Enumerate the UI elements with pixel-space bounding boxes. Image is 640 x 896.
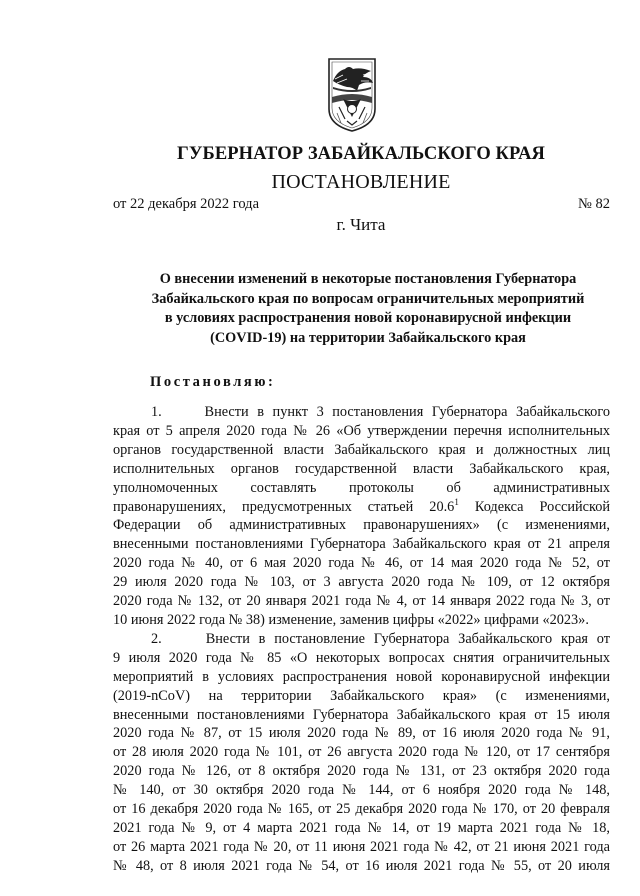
body-line: 2021 года № 9, от 4 марта 2021 года № 14, от 19 марта 2021 года № 18, [113, 819, 610, 836]
body-line: 2020 года № 126, от 8 октября 2020 года № 131, от 23 октября 2020 года [113, 763, 610, 780]
subject-line: Забайкальского края по вопросам ограничительных мероприятий [151, 290, 585, 307]
body-line: края от 5 апреля 2020 года № 26 «Об утверждении перечня исполнительных [113, 422, 610, 439]
body-text: правонарушениях, предусмотренных статьей 20.6 [113, 498, 455, 515]
body-line: 10 июня 2022 года № 38) изменение, заменив цифры «2022» цифрами «2023». [113, 611, 589, 628]
document-body [113, 403, 610, 876]
subject-line: в условиях распространения новой коронавирусной инфекции [164, 310, 572, 327]
body-line: (2019-nCoV) на территории Забайкальского края» (с изменениями, [113, 687, 610, 704]
body-line: уполномоченных составлять протоколы об административных [113, 479, 610, 496]
document-city: г. Чита [336, 215, 386, 234]
body-line: № 140, от 30 октября 2020 года № 144, от 6 ноября 2020 года № 148, [113, 782, 610, 799]
body-line: 2. Внести в постановление Губернатора Забайкальского края от [151, 630, 610, 647]
document-type: ПОСТАНОВЛЕНИЕ [271, 171, 451, 193]
body-line: исполнительных органов государственной власти Забайкальского края, [113, 460, 610, 477]
body-line: мероприятий в условиях распространения новой коронавирусной инфекции [113, 668, 610, 685]
body-line: 2020 года № 40, от 6 мая 2020 года № 46, от 14 мая 2020 года № 52, от [113, 555, 610, 572]
body-line: от 16 декабря 2020 года № 165, от 25 декабря 2020 года № 170, от 20 февраля [113, 801, 610, 818]
document-date: от 22 декабря 2022 года [113, 196, 259, 212]
body-line: внесенными постановлениями Губернатора Забайкальского края от 21 апреля [113, 536, 610, 553]
governor-title: ГУБЕРНАТОР ЗАБАЙКАЛЬСКОГО КРАЯ [176, 144, 546, 164]
subject-line: (COVID-19) на территории Забайкальского края [210, 329, 526, 346]
body-line: 2020 года № 132, от 20 января 2021 года № 4, от 14 января 2022 года № 3, от [113, 593, 610, 610]
body-line: от 28 июля 2020 года № 101, от 26 августа 2020 года № 120, от 17 сентября [113, 744, 610, 761]
footnote-mark: 1 [454, 497, 459, 507]
body-text: Кодекса Российской [458, 498, 610, 515]
resolve-label: Постановляю: [150, 374, 276, 390]
zabaikalsky-krai-coat-of-arms-icon [327, 57, 377, 133]
document-number: № 82 [578, 196, 610, 212]
body-line: 1. Внести в пункт 3 постановления Губернатора Забайкальского [151, 404, 610, 420]
subject-line: О внесении изменений в некоторые постановления Губернатора [159, 271, 577, 287]
body-line: внесенными постановлениями Губернатора Забайкальского края от 15 июля [113, 706, 610, 723]
body-line: от 26 марта 2021 года № 20, от 11 июня 2021 года № 42, от 21 июня 2021 года [113, 838, 610, 855]
body-line: 2020 года № 87, от 15 июля 2020 года № 89, от 16 июля 2020 года № 91, [113, 725, 610, 742]
body-line: № 48, от 8 июля 2021 года № 54, от 16 июля 2021 года № 55, от 20 июля [113, 857, 610, 874]
document-subject [118, 270, 618, 348]
body-line: органов государственной власти Забайкальского края и должностных лиц [113, 441, 610, 458]
body-line: 29 июля 2020 года № 103, от 3 августа 2020 года № 109, от 12 октября [113, 574, 610, 591]
body-line: 9 июля 2020 года № 85 «О некоторых вопросах снятия ограничительных [113, 649, 610, 666]
body-line-with-footnote [113, 498, 610, 517]
body-line: Федерации об административных правонарушениях» (с изменениями, [113, 517, 610, 534]
